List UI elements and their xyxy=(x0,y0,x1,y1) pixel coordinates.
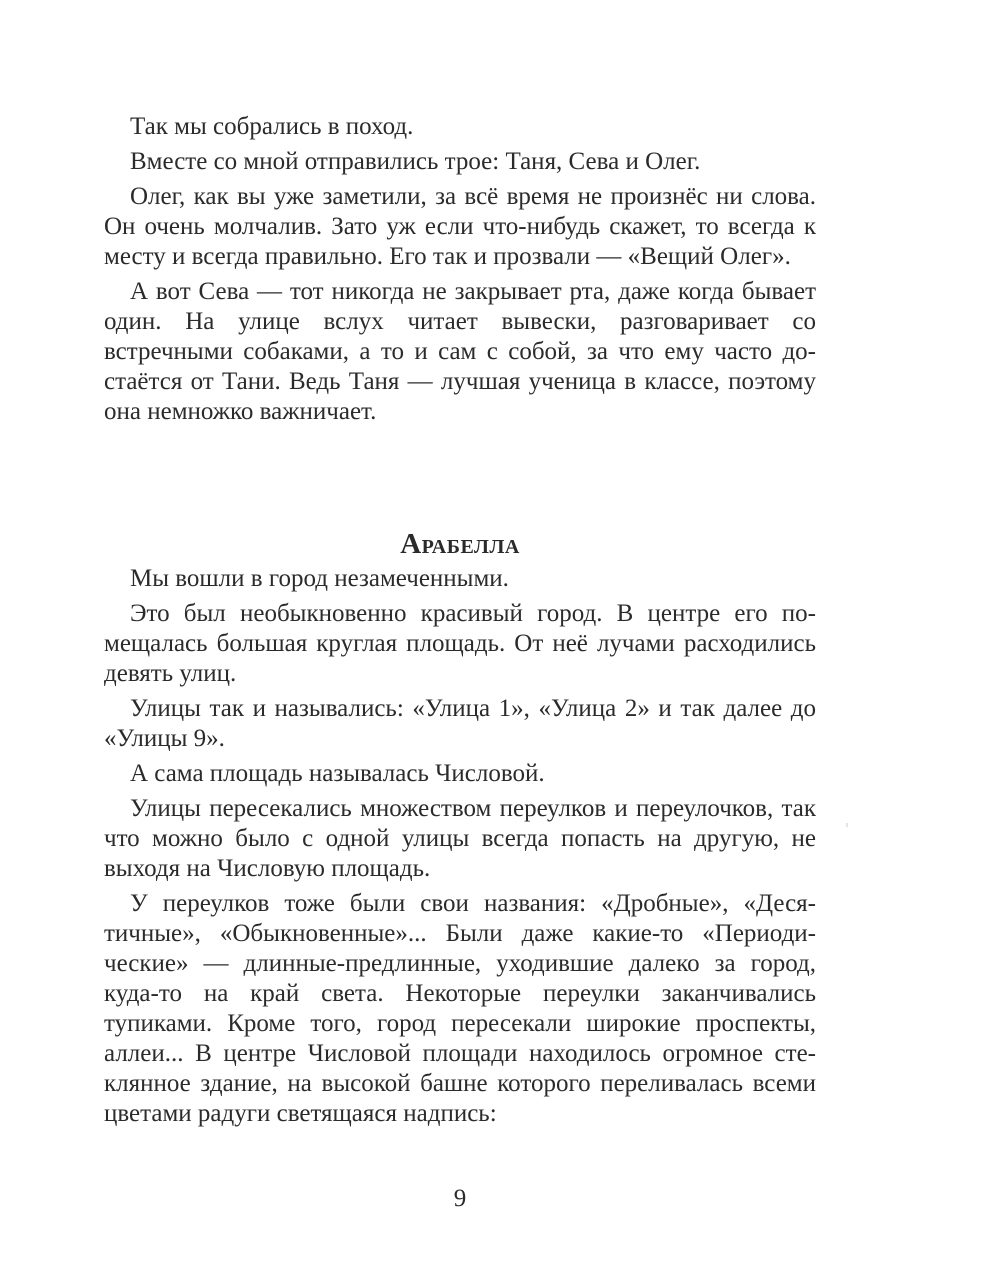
intro-text-block xyxy=(104,112,816,427)
paragraph: Улицы так и назывались: «Улица 1», «Улица 2» и так далее до «Улицы 9». xyxy=(104,695,816,752)
section-text-block xyxy=(104,564,816,1129)
paragraph: А сама площадь называлась Числовой. xyxy=(130,760,545,787)
paragraph: Вместе со мной отправились трое: Таня, Сева и Олег. xyxy=(130,148,701,175)
paragraph: Так мы собрались в поход. xyxy=(130,113,414,140)
paragraph: Мы вошли в город незамеченными. xyxy=(130,565,509,592)
paragraph: Это был необыкновенно красивый город. В центре его помещалась большая круглая площадь. От неё лучами расходились девять улиц. xyxy=(104,600,816,687)
book-page xyxy=(104,0,816,1288)
paragraph: Улицы пересекались множеством переулков и переулочков, так что можно было с одной улицы всегда попасть на другую, не выходя на Числовую площадь. xyxy=(104,795,816,882)
section-heading: Арабелла xyxy=(400,528,520,561)
paragraph: Олег, как вы уже заметили, за всё время не произнёс ни слова. Он очень молчалив. Зато уж если что-нибудь скажет, то всегда к месту и всегда правильно. Его так и прозвали — «Вещий Олег». xyxy=(104,183,816,270)
paragraph: А вот Сева — тот никогда не закрывает рта, даже когда бывает один. На улице вслух читает вывески, разговаривает со встречными собаками, а то и сам с собой, за что ему часто достаётся от Тани. Ведь Таня — лучшая ученица в классе, поэтому она немножко важничает. xyxy=(104,278,816,425)
scan-speck xyxy=(846,823,848,827)
paragraph: У переулков тоже были свои названия: «Дробные», «Десятичные», «Обыкновенные»... Были даже какие-то «Периодические» — длинные-предлинные, уходившие далеко за город, куда-то на край света. Некоторые переулки заканчивались тупиками. Кроме того, город пересекали широкие проспекты, аллеи... В центре Числовой площади находилось огромное стеклянное здание, на высокой башне которого переливалась всеми цветами радуги светящаяся надпись: xyxy=(104,890,816,1127)
page-number: 9 xyxy=(453,1185,467,1212)
